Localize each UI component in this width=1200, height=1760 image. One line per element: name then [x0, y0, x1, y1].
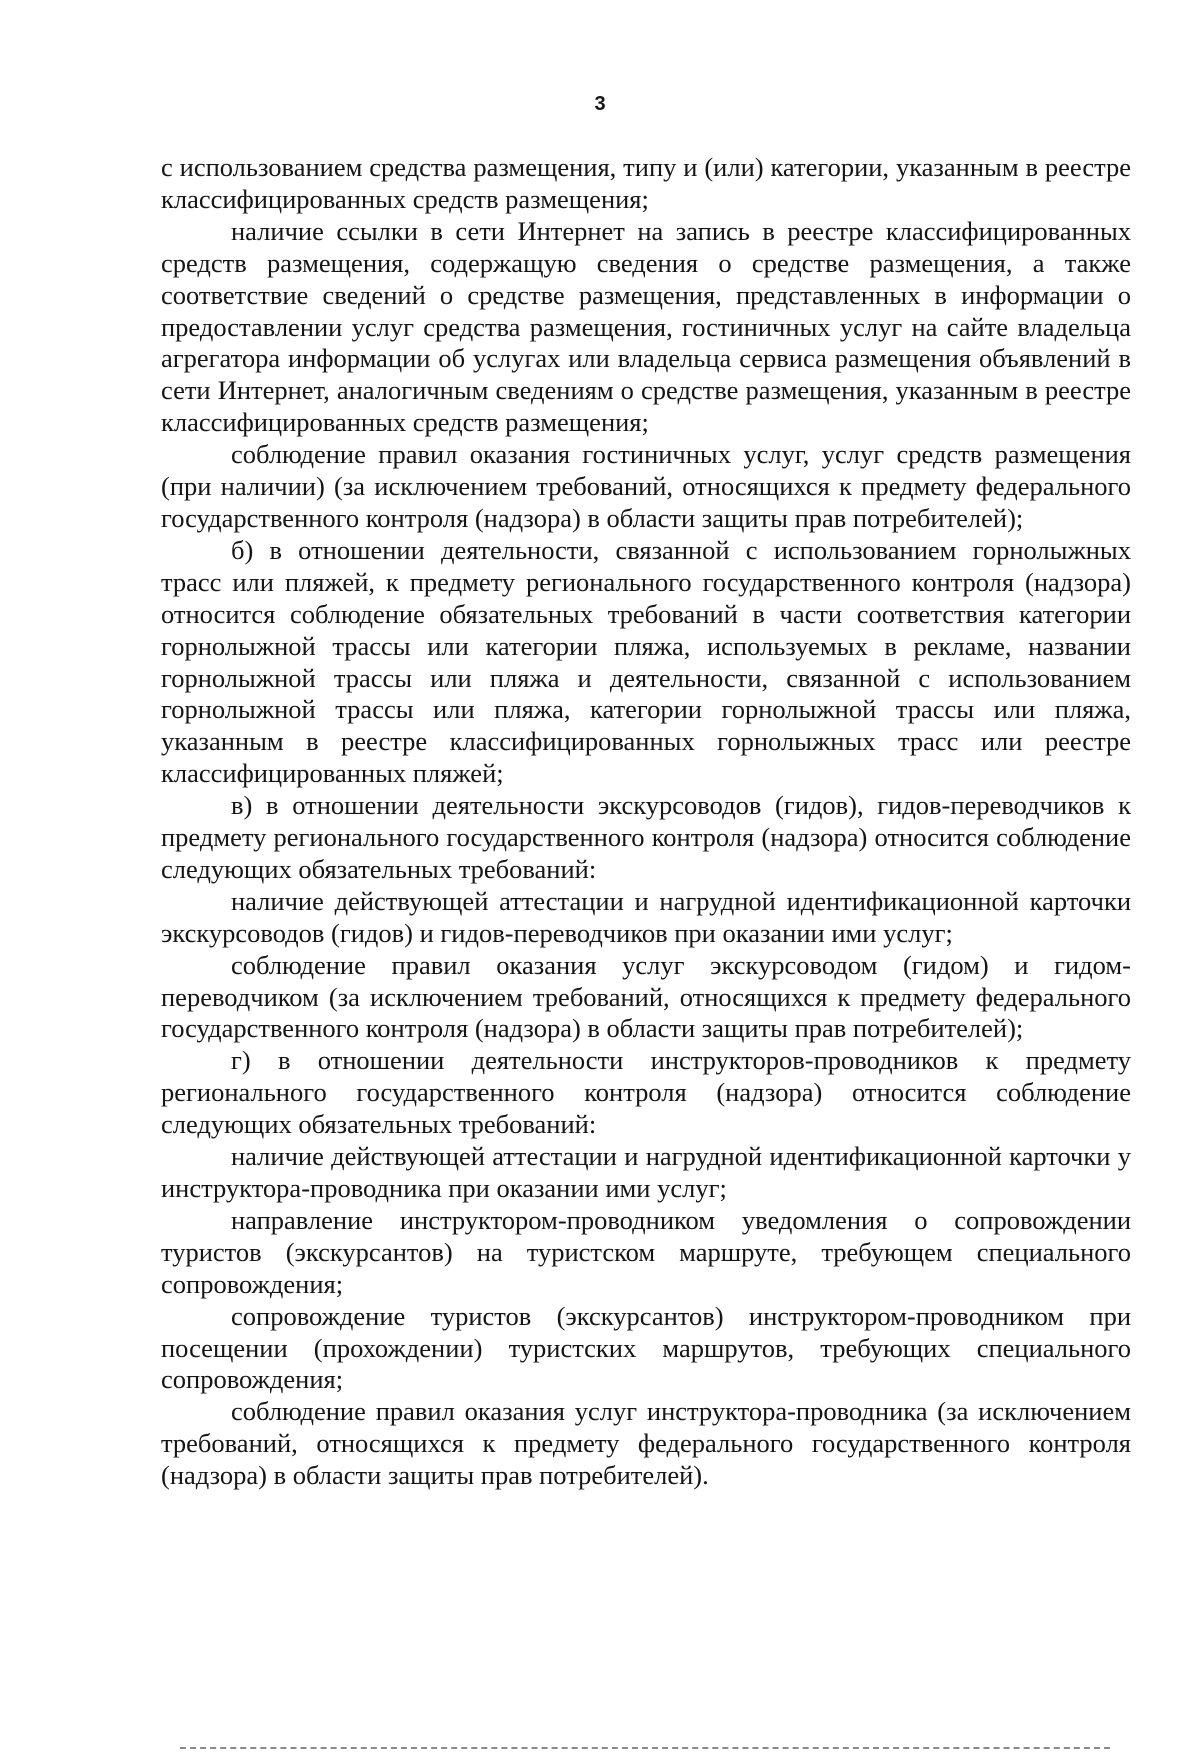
paragraph-instructor-notification: направление инструктором-проводником уведомления о сопровождении туристов (экскурсантов) на туристском маршруте, требующем специального сопровождения;: [161, 1204, 1131, 1299]
paragraph-continuation: с использованием средства размещения, типу и (или) категории, указанным в реестре классифицированных средств размещения;: [161, 152, 1131, 214]
bottom-edge-line: [180, 1747, 1110, 1749]
paragraph-instructor-attestation: наличие действующей аттестации и нагрудной идентификационной карточки у инструктора-проводника при оказании ими услуг;: [161, 1141, 1131, 1203]
paragraph-item-b: б) в отношении деятельности, связанной с использованием горнолыжных трасс или пляжей, к предмету регионального государственного контроля (надзора) относится соблюдение обязательных требований в части соответствия категории горнолыжной трассы или категории пляжа, используемых в рекламе, названии горнолыжной трассы или пляжа и деятельности, связанной с использованием горнолыжной трассы или пляжа, категории горнолыжной трассы или пляжа, указанным в реестре классифицированных горнолыжных трасс или реестре классифицированных пляжей;: [161, 534, 1131, 789]
paragraph-item-g: г) в отношении деятельности инструкторов-проводников к предмету регионального государственного контроля (надзора) относится соблюдение следующих обязательных требований:: [161, 1045, 1131, 1140]
paragraph-instructor-rules: соблюдение правил оказания услуг инструктора-проводника (за исключением требований, относящихся к предмету федерального государственного контроля (надзора) в области защиты прав потребителей).: [161, 1396, 1131, 1491]
paragraph-registry-link: наличие ссылки в сети Интернет на запись в реестре классифицированных средств размещения, содержащую сведения о средстве размещения, а также соответствие сведений о средстве размещения, представленных в информации о предоставлении услуг средства размещения, гостиничных услуг на сайте владельца агрегатора информации об услугах или владельца сервиса размещения объявлений в сети Интернет, аналогичным сведениям о средстве размещения, указанным в реестре классифицированных средств размещения;: [161, 215, 1131, 438]
paragraph-hotel-services-rules: соблюдение правил оказания гостиничных услуг, услуг средств размещения (при наличии) (за исключением требований, относящихся к предмету федерального государственного контроля (надзора) в области защиты прав потребителей);: [161, 439, 1131, 533]
paragraph-guide-attestation: наличие действующей аттестации и нагрудной идентификационной карточки экскурсоводов (гидов) и гидов-переводчиков при оказании ими услуг;: [161, 885, 1131, 948]
page-number: 3: [594, 93, 606, 115]
paragraph-instructor-escort: сопровождение туристов (экскурсантов) инструктором-проводником при посещении (прохождении) туристских маршрутов, требующих специального сопровождения;: [161, 1300, 1131, 1395]
document-body: [161, 152, 1131, 1492]
paragraph-item-v: в) в отношении деятельности экскурсоводов (гидов), гидов-переводчиков к предмету регионального государственного контроля (надзора) относится соблюдение следующих обязательных требований:: [161, 790, 1131, 884]
paragraph-guide-rules: соблюдение правил оказания услуг экскурсоводом (гидом) и гидом-переводчиком (за исключением требований, относящихся к предмету федерального государственного контроля (надзора) в области защиты прав потребителей);: [161, 949, 1131, 1044]
